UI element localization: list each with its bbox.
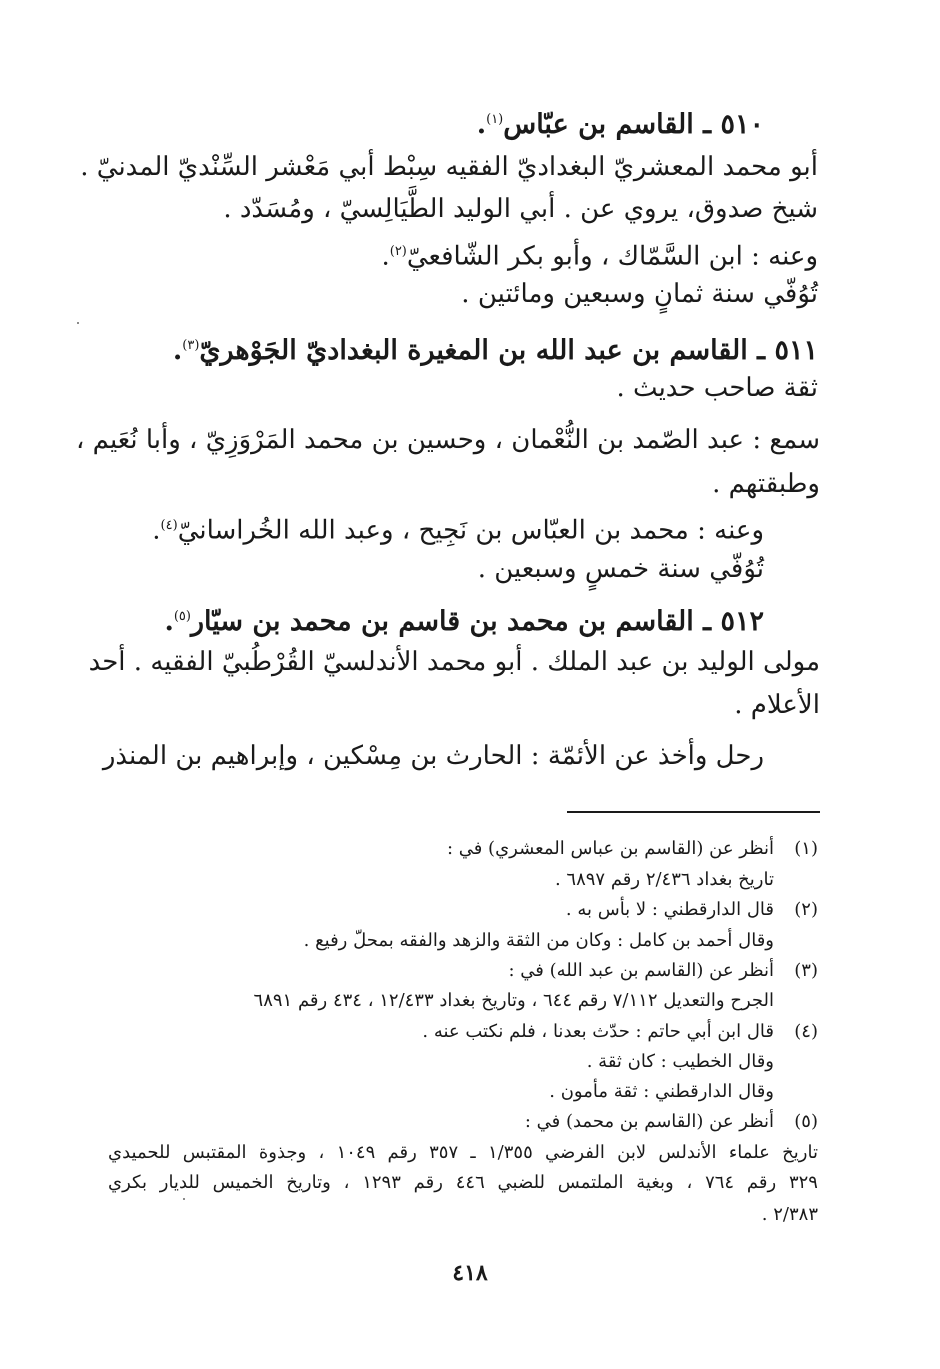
footnote-ref-1[interactable]: (١) [486, 112, 504, 127]
footnote-number: (١) [794, 838, 818, 859]
footnote-5-line: ٣٢٩ رقم ٧٦٤ ، وبغية الملتمس للضبي ٤٤٦ رقم ١٢٩٣ ، وتاريخ الخميس للديار بكري [108, 1172, 818, 1193]
footnote-number: (٥) [794, 1111, 818, 1132]
entry-512-line: مولى الوليد بن عبد الملك . أبو محمد الأندلسيّ القُرْطُبيّ الفقيه . أحد [88, 647, 820, 677]
footnote-ref-5[interactable]: (٥) [173, 609, 191, 624]
scan-speck [183, 1198, 185, 1200]
footnote-1: (١)أنظر عن (القاسم بن عباس المعشري) في : [447, 835, 818, 863]
footnote-5: (٥)أنظر عن (القاسم بن محمد) في : [525, 1108, 818, 1136]
footnote-number: (٤) [794, 1021, 818, 1042]
entry-511-heading: ٥١١ ـ القاسم بن عبد الله بن المغيرة البغداديّ الجَوْهريّ$^{(٣)}$. [172, 335, 818, 366]
entry-510-line: تُوُفّي سنة ثمانٍ وسبعين ومائتين . [461, 279, 818, 309]
footnote-2-line: وقال أحمد بن كامل : وكان من الثقة والزهد والفقه بمحلّ رفيع . [303, 930, 774, 951]
entry-512-heading: ٥١٢ ـ القاسم بن محمد بن قاسم بن محمد بن سيّار$^{(٥)}$. [164, 606, 764, 637]
entry-511-line: ثقة صاحب حديث . [616, 373, 818, 403]
footnote-ref-2[interactable]: (٢) [389, 244, 407, 259]
footnote-4-line: وقال الدارقطني : ثقة مأمون . [549, 1081, 774, 1102]
footnote-number: (٢) [794, 899, 818, 920]
entry-510-line: أبو محمد المعشريّ البغداديّ الفقيه سِبْط أبي مَعْشر السِّنْديّ المدنيّ . [80, 152, 818, 182]
footnote-5-line: ٢/٣٨٣ . [761, 1204, 818, 1225]
entry-511-line: وطبقتهم . [712, 469, 820, 499]
footnote-ref-4[interactable]: (٤) [160, 518, 178, 533]
footnote-4: (٤)قال ابن أبي حاتم : حدّث بعدنا ، فلم نكتب عنه . [422, 1018, 818, 1046]
footnote-3: (٣)أنظر عن (القاسم بن عبد الله) في : [509, 957, 818, 985]
footnote-1-line: تاريخ بغداد ٢/٤٣٦ رقم ٦٨٩٧ . [554, 869, 774, 890]
footnote-4-line: وقال الخطيب : كان ثقة . [586, 1051, 774, 1072]
footnote-ref-3[interactable]: (٣) [182, 338, 200, 353]
entry-510-heading: ٥١٠ ـ القاسم بن عبّاس$^{(١)}$. [476, 109, 764, 140]
scan-speck [77, 322, 79, 324]
entry-510-line: شيخ صدوق، يروي عن . أبي الوليد الطَّيَالِسيّ ، ومُسَدّد . [223, 194, 818, 224]
footnote-separator [567, 811, 820, 813]
footnote-5-line: تاريخ علماء الأندلس لابن الفرضي ١/٣٥٥ ـ ٣٥٧ رقم ١٠٤٩ ، وجذوة المقتبس للحميدي [108, 1142, 818, 1163]
footnote-2: (٢)قال الدارقطني : لا بأس به . [566, 896, 818, 924]
entry-511-line: تُوُفّي سنة خمسٍ وسبعين . [477, 554, 764, 584]
entry-511-line: سمع : عبد الصّمد بن النُّعْمان ، وحسين بن محمد المَرْوَزِيّ ، وأبا نُعَيم ، [75, 425, 820, 455]
footnote-3-line: الجرح والتعديل ٧/١١٢ رقم ٦٤٤ ، وتاريخ بغداد ١٢/٤٣٣ ، ٤٣٤ رقم ٦٨٩١ [253, 990, 774, 1011]
entry-512-line: الأعلام . [734, 690, 820, 720]
entry-511-line: وعنه : محمد بن العبّاس بن نَجِيح ، وعبد الله الخُراسانيّ$^{(٤)}$. [152, 515, 764, 546]
footnote-number: (٣) [794, 960, 818, 981]
page-number: ٤١٨ [452, 1260, 488, 1286]
entry-512-line: رحل وأخذ عن الأئمّة : الحارث بن مِسْكين ، وإبراهيم بن المنذر [102, 741, 764, 771]
entry-510-line: وعنه : ابن السَّمّاك ، وأبو بكر الشّافعيّ$^{(٢)}$. [381, 241, 818, 272]
